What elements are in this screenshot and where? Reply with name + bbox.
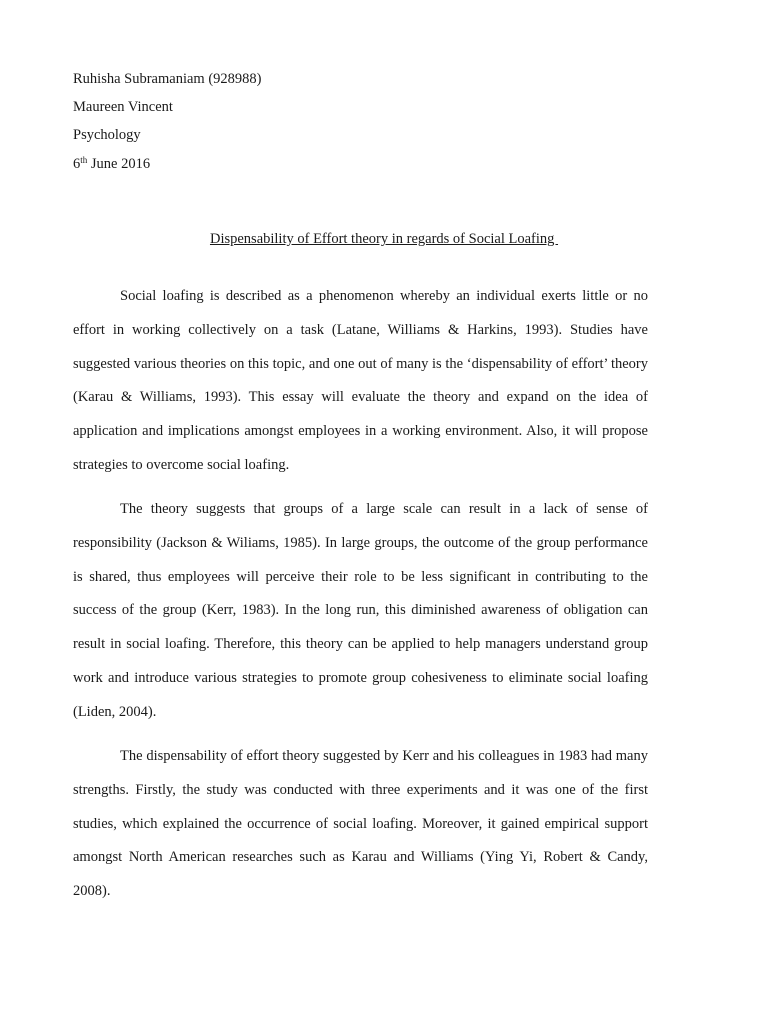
date-day: 6 xyxy=(73,156,81,172)
paragraph-1: Social loafing is described as a phenomenon whereby an individual exerts little or no effort in working collectively on a task (Latane, Williams & Harkins, 1993). Studies have suggested various theories on this topic, and one out of many is the ‘dispensability of effort’ theory (Karau & Williams, 1993). This essay will evaluate the theory and expand on the idea of application and implications amongst employees in a working environment. Also, it will propose strategies to overcome social loafing. xyxy=(73,288,648,473)
date-line xyxy=(73,154,150,174)
date-suffix: th xyxy=(80,155,88,165)
course-line: Psychology xyxy=(73,127,141,143)
paragraph-2: The theory suggests that groups of a large scale can result in a lack of sense of responsibility (Jackson & Wiliams, 1985). In large groups, the outcome of the group performance is shared, thus employees will perceive their role to be less significant in contributing to the success of the group (Kerr, 1983). In the long run, this diminished awareness of obligation can result in social loafing. Therefore, this theory can be applied to help managers understand group work and introduce various strategies to promote group cohesiveness to eliminate social loafing (Liden, 2004). xyxy=(73,501,648,720)
instructor-line: Maureen Vincent xyxy=(73,99,173,115)
date-month-year: June 2016 xyxy=(87,156,151,172)
author-line: Ruhisha Subramaniam (928988) xyxy=(73,71,262,87)
essay-title: Dispensability of Effort theory in regards of Social Loafing xyxy=(209,231,559,247)
paragraph-3: The dispensability of effort theory suggested by Kerr and his colleagues in 1983 had many strengths. Firstly, the study was conducted with three experiments and it was one of the first studies, which explained the occurrence of social loafing. Moreover, it gained empirical support amongst North American researches such as Karau and Williams (Ying Yi, Robert & Candy, 2008). xyxy=(73,748,648,900)
